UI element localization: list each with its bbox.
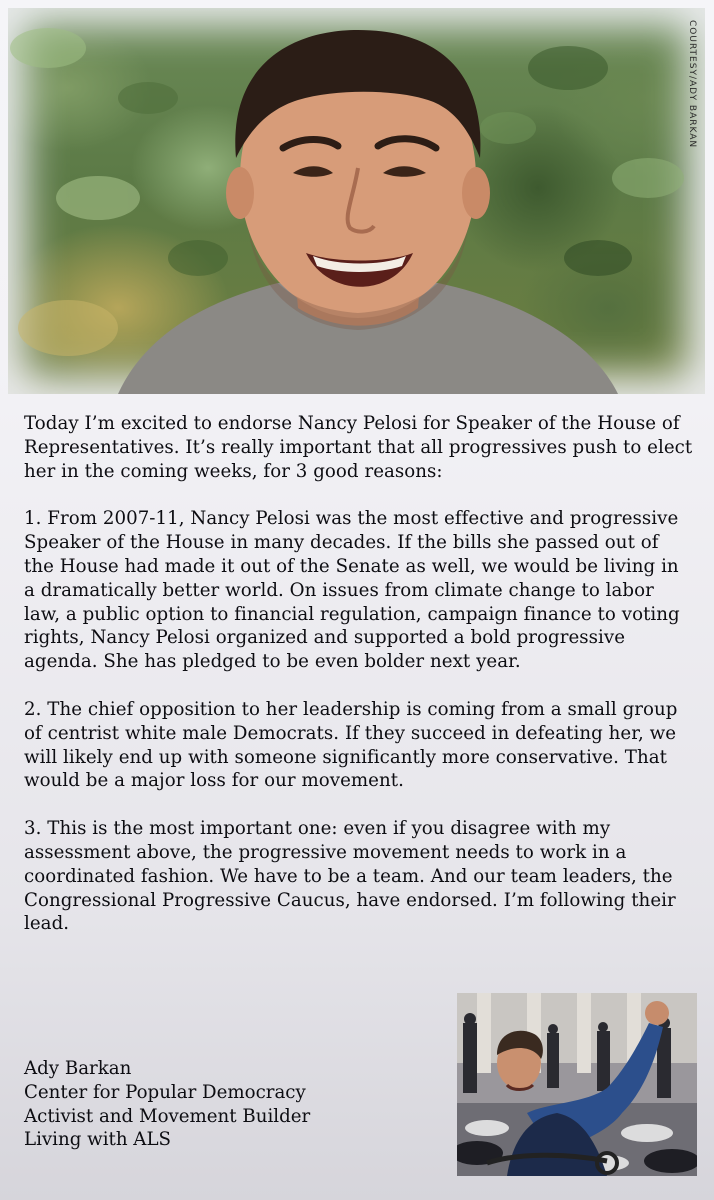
- signature-organization: Center for Popular Democracy: [24, 1081, 306, 1103]
- reason-2-paragraph: 2. The chief opposition to her leadership is coming from a small group of centrist white male Democrats. If they succeed in defeating her, we will likely end up with someone significantly more conservative. That would be a major loss for our movement.: [24, 698, 678, 792]
- photo-credit: COURTESY/ADY BARKAN: [687, 20, 697, 149]
- protest-photo: [457, 993, 697, 1176]
- intro-paragraph: Today I’m excited to endorse Nancy Pelosi for Speaker of the House of Representatives. It’s really important that all progressives push to elect her in the coming weeks, for 3 good reasons:: [24, 413, 693, 482]
- protest-illustration: [457, 993, 697, 1176]
- portrait-illustration: [8, 8, 705, 394]
- signature-note: Living with ALS: [24, 1129, 171, 1151]
- portrait-photo: [8, 8, 705, 394]
- reason-1-paragraph: 1. From 2007-11, Nancy Pelosi was the most effective and progressive Speaker of the House in many decades. If the bills she passed out of the House had made it out of the Senate as well, we would be living in a dramatically better world. On issues from climate change to labor law, a public option to financial regulation, campaign finance to voting rights, Nancy Pelosi organized and supported a bold progressive agenda. She has pledged to be even bolder next year.: [24, 508, 680, 673]
- signature-name: Ady Barkan: [24, 1058, 132, 1079]
- endorsement-body: [24, 412, 694, 960]
- reason-3-paragraph: 3. This is the most important one: even if you disagree with my assessment above, the progressive movement needs to work in a coordinated fashion. We have to be a team. And our team leaders, the Congressional Progressive Caucus, have endorsed. I’m following their lead.: [24, 818, 676, 935]
- signature-block: [24, 1057, 310, 1152]
- signature-role: Activist and Movement Builder: [24, 1105, 311, 1127]
